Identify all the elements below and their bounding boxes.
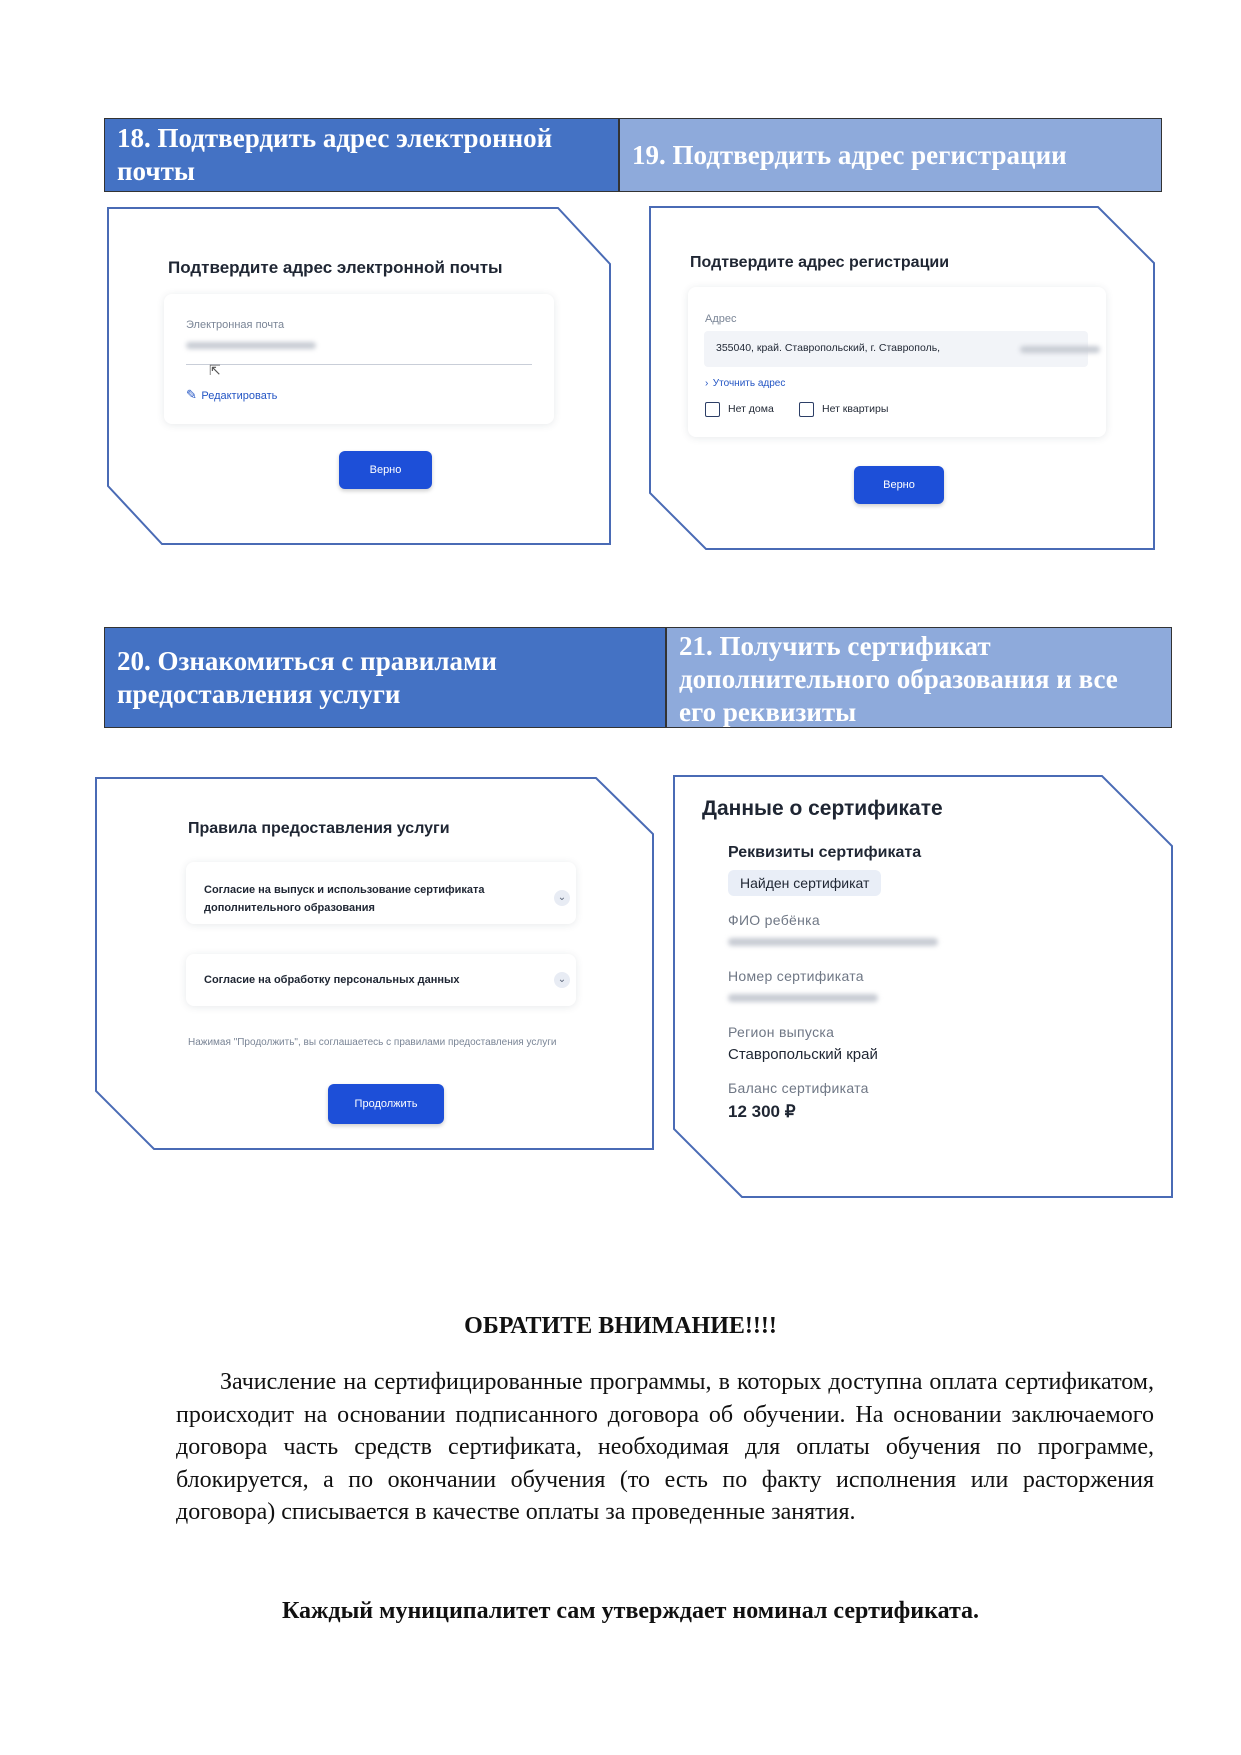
address-input-value: 355040, край. Ставропольский, г. Ставрополь, [716,342,941,354]
email-confirm-title: Подтвердите адрес электронной почты [168,258,503,277]
step-18-screenshot [106,206,612,546]
step-20-screenshot [94,776,655,1151]
address-input[interactable] [704,331,1088,367]
address-value-blurred [1020,346,1100,353]
step-20-header-text: 20. Ознакомиться с правилами предоставления услуги [117,645,497,709]
region-label: Регион выпуска [728,1024,835,1040]
cursor-icon: ⇱ [209,362,221,378]
chevron-down-icon[interactable]: ⌄ [554,890,570,906]
certificate-details-title: Реквизиты сертификата [728,844,922,861]
clarify-address-link[interactable] [705,373,785,391]
no-house-label: Нет дома [728,403,774,415]
step-20-header [104,627,666,728]
no-house-checkbox[interactable] [705,402,720,417]
balance-value: 12 300 ₽ [728,1102,796,1121]
child-name-blurred [728,938,938,946]
chevron-down-icon[interactable]: ⌄ [554,972,570,988]
notice-footer: Каждый муниципалитет сам утверждает номинал сертификата. [281,1598,980,1624]
confirm-email-button[interactable]: Верно [339,451,432,489]
step-21-header [666,627,1172,728]
certificate-data-title: Данные о сертификате [702,797,943,820]
certificate-number-label: Номер сертификата [728,968,864,984]
clarify-address-label: Уточнить адрес [712,378,786,389]
continue-button[interactable]: Продолжить [328,1084,444,1124]
step-21-screenshot [672,774,1174,1199]
consent-item-2-label: Согласие на обработку персональных данных [204,974,460,986]
email-field-label: Электронная почта [186,319,285,331]
certificate-number-blurred [728,994,878,1002]
region-value: Ставропольский край [728,1046,878,1063]
child-name-label: ФИО ребёнка [728,912,820,928]
notice-title: ОБРАТИТЕ ВНИМАНИЕ!!!! [464,1313,777,1339]
rules-note: Нажимая "Продолжить", вы соглашаетесь с правилами предоставления услуги [188,1037,557,1048]
notice-paragraph: Зачисление на сертифицированные программы, в которых доступна оплата сертификатом, происходит на основании подписанного договора об обучении. На основании заключаемого договора часть средств сертификата, необходимая для оплаты обучения по программе, блокируется, а по окончании обучения (то есть по факту исполнения или расторжения договора) списывается в качестве оплаты за проведенные занятия. [176,1369,1154,1525]
rules-title: Правила предоставления услуги [188,820,450,837]
step-18-header [104,118,619,192]
balance-label: Баланс сертификата [728,1080,869,1096]
no-flat-label: Нет квартиры [822,403,889,415]
edit-link-label: Редактировать [201,390,278,402]
step-21-header-text: 21. Получить сертификат дополнительного образования и все его реквизиты [679,631,1118,727]
email-value-blurred [186,342,316,349]
pencil-icon: ✎ [186,387,197,402]
address-confirm-title: Подтвердите адрес регистрации [690,254,950,271]
confirm-address-button[interactable]: Верно [854,466,944,504]
edit-link[interactable] [186,386,277,404]
step-19-header-text: 19. Подтвердить адрес регистрации [632,139,1067,170]
consent-item-1-label: Согласие на выпуск и использование сертификата дополнительного образования [204,884,485,914]
no-flat-checkbox[interactable] [799,402,814,417]
email-card [164,294,554,424]
chevron-right-icon: › [705,378,709,389]
email-field-underline[interactable] [186,364,532,365]
step-19-screenshot [648,205,1156,551]
step-18-header-text: 18. Подтвердить адрес электронной почты [117,123,553,186]
address-field-label: Адрес [705,313,737,325]
certificate-found-badge: Найден сертификат [728,870,881,896]
step-19-header [619,118,1162,192]
